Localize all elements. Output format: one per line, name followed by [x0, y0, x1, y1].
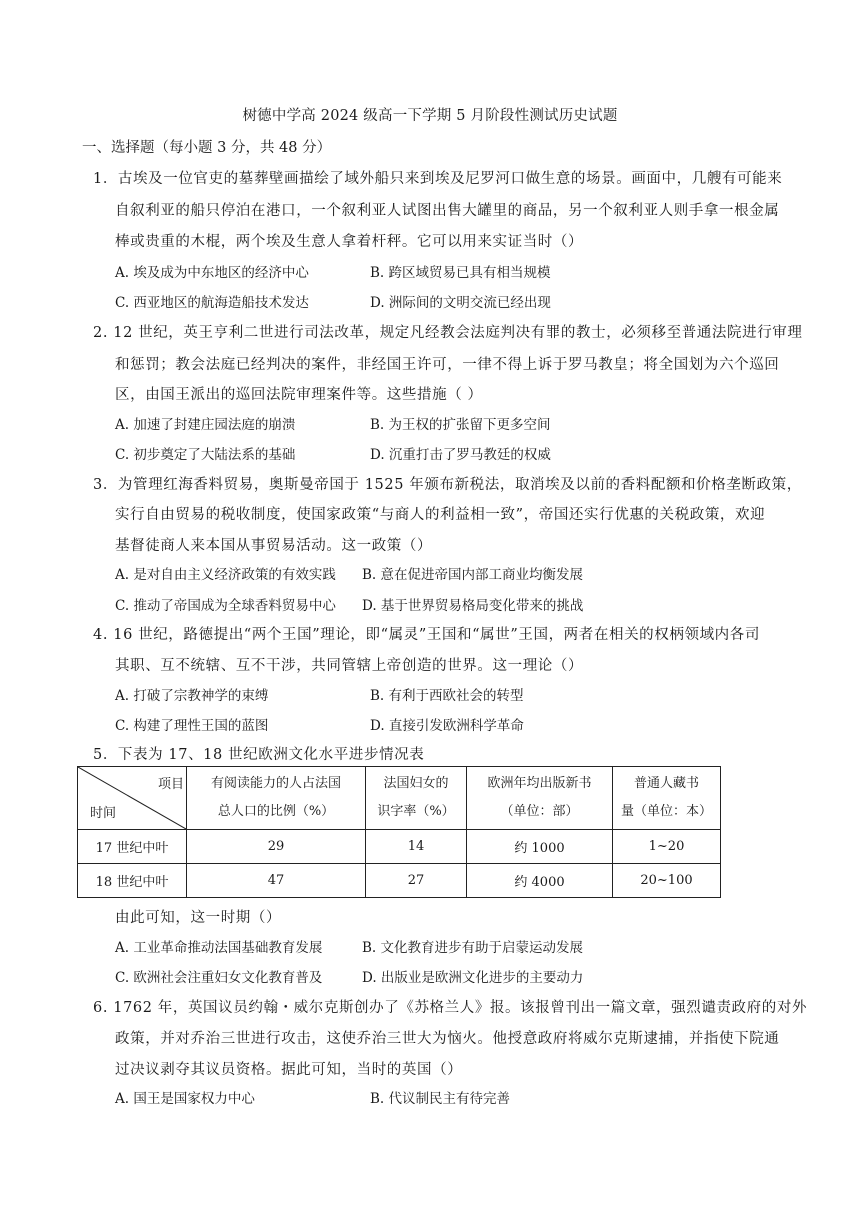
option-c[interactable]: C. 欧洲社会注重妇女文化教育普及 — [115, 970, 323, 986]
question-text-line: 区，由国王派出的巡回法院审理案件等。这些措施（ ） — [115, 387, 483, 403]
table-header-cell — [613, 767, 721, 830]
header-line: 有阅读能力的人占法国 — [210, 776, 341, 791]
question-text-line: 过决议剥夺其议员资格。据此可知，当时的英国（） — [115, 1062, 463, 1078]
option-d[interactable]: D. 直接引发欧洲科学革命 — [370, 718, 524, 734]
question-text-line: 由此可知，这一时期（） — [115, 910, 282, 926]
header-line: 量（单位：本） — [620, 804, 712, 819]
corner-label-bottom: 时间 — [90, 806, 117, 821]
table-cell: 18 世纪中叶 — [78, 864, 187, 898]
header-line: 欧洲年均出版新书 — [487, 776, 592, 791]
literacy-table — [77, 766, 721, 898]
option-d[interactable]: D. 出版业是欧洲文化进步的主要动力 — [362, 970, 584, 986]
table-corner-cell — [78, 767, 187, 830]
table-header-row — [78, 767, 721, 830]
question-text-line: 1．古埃及一位官吏的墓葬壁画描绘了域外船只来到埃及尼罗河口做生意的场景。画面中，几艘有可能来 — [93, 171, 783, 187]
table-cell: 29 — [187, 830, 366, 864]
question-text-line: 6. 1762 年，英国议员约翰・威尔克斯创办了《苏格兰人》报。该报曾刊出一篇文章，强烈谴责政府的对外 — [93, 1000, 808, 1016]
option-d[interactable]: D. 基于世界贸易格局变化带来的挑战 — [362, 598, 584, 614]
question-text-line: 自叙利亚的船只停泊在港口，一个叙利亚人试图出售大罐里的商品，另一个叙利亚人则手拿一根金属 — [115, 203, 780, 219]
question-text-line: 2. 12 世纪，英王亨利二世进行司法改革，规定凡经教会法庭判决有罪的教士，必须移至普通法院进行审理 — [93, 325, 803, 341]
table-cell: 47 — [187, 864, 366, 898]
exam-title: 树德中学高 2024 级高一下学期 5 月阶段性测试历史试题 — [242, 108, 618, 124]
option-d[interactable]: D. 沉重打击了罗马教廷的权威 — [370, 447, 551, 463]
table-row — [78, 864, 721, 898]
option-c[interactable]: C. 构建了理性王国的蓝图 — [115, 718, 269, 734]
option-a[interactable]: A. 国王是国家权力中心 — [115, 1091, 255, 1107]
table-cell: 1~20 — [613, 830, 721, 864]
option-c[interactable]: C. 西亚地区的航海造船技术发达 — [115, 295, 309, 311]
question-text-line: 4. 16 世纪，路德提出“两个王国”理论，即“属灵”王国和“属世”王国，两者在相关的权柄领域内各司 — [93, 627, 760, 643]
table-cell: 约 1000 — [467, 830, 613, 864]
question-text-line: 3．为管理红海香料贸易，奥斯曼帝国于 1525 年颁布新税法，取消埃及以前的香料配额和价格垄断政策， — [93, 477, 802, 493]
question-text-line: 基督徒商人来本国从事贸易活动。这一政策（） — [115, 538, 433, 554]
table-cell: 17 世纪中叶 — [78, 830, 187, 864]
table-header-cell — [187, 767, 366, 830]
option-b[interactable]: B. 为王权的扩张留下更多空间 — [370, 417, 551, 433]
header-line: 普通人藏书 — [633, 776, 699, 791]
table-cell: 20~100 — [613, 864, 721, 898]
question-text-line: 5．下表为 17、18 世纪欧洲文化水平进步情况表 — [93, 747, 425, 763]
option-a[interactable]: A. 是对自由主义经济政策的有效实践 — [115, 567, 336, 583]
table-cell: 27 — [366, 864, 467, 898]
option-a[interactable]: A. 埃及成为中东地区的经济中心 — [115, 265, 309, 281]
option-b[interactable]: B. 有利于西欧社会的转型 — [370, 688, 524, 704]
table-header-cell — [467, 767, 613, 830]
question-text-line: 政策，并对乔治三世进行攻击，这使乔治三世大为恼火。他授意政府将威尔克斯逮捕，并指使下院通 — [115, 1031, 780, 1047]
option-a[interactable]: A. 打破了宗教神学的束缚 — [115, 688, 269, 704]
option-d[interactable]: D. 洲际间的文明交流已经出现 — [370, 295, 551, 311]
table-cell: 约 4000 — [467, 864, 613, 898]
table-header-cell — [366, 767, 467, 830]
option-b[interactable]: B. 跨区域贸易已具有相当规模 — [370, 265, 551, 281]
header-line: （单位：部） — [500, 804, 579, 819]
option-a[interactable]: A. 工业革命推动法国基础教育发展 — [115, 940, 323, 956]
option-b[interactable]: B. 代议制民主有待完善 — [370, 1091, 511, 1107]
question-text-line: 其职、互不统辖、互不干涉，共同管辖上帝创造的世界。这一理论（） — [115, 658, 584, 674]
option-a[interactable]: A. 加速了封建庄园法庭的崩溃 — [115, 417, 296, 433]
option-c[interactable]: C. 初步奠定了大陆法系的基础 — [115, 447, 296, 463]
header-line: 法国妇女的 — [383, 776, 449, 791]
section-heading: 一、选择题（每小题 3 分，共 48 分） — [82, 140, 332, 156]
option-b[interactable]: B. 意在促进帝国内部工商业均衡发展 — [362, 567, 584, 583]
table-row — [78, 830, 721, 864]
question-text-line: 实行自由贸易的税收制度，使国家政策“与商人的利益相一致”，帝国还实行优惠的关税政策，欢迎 — [115, 507, 766, 523]
option-c[interactable]: C. 推动了帝国成为全球香料贸易中心 — [115, 598, 336, 614]
header-line: 总人口的比例（%） — [217, 804, 335, 819]
question-text-line: 棒或贵重的木棍，两个埃及生意人拿着杆秤。它可以用来实证当时（） — [115, 234, 584, 250]
question-text-line: 和惩罚；教会法庭已经判决的案件，非经国王许可，一律不得上诉于罗马教皇；将全国划为六个巡回 — [115, 357, 780, 373]
table-cell: 14 — [366, 830, 467, 864]
corner-label-top: 项目 — [157, 777, 184, 792]
option-b[interactable]: B. 文化教育进步有助于启蒙运动发展 — [362, 940, 584, 956]
header-line: 识字率（%） — [377, 804, 455, 819]
